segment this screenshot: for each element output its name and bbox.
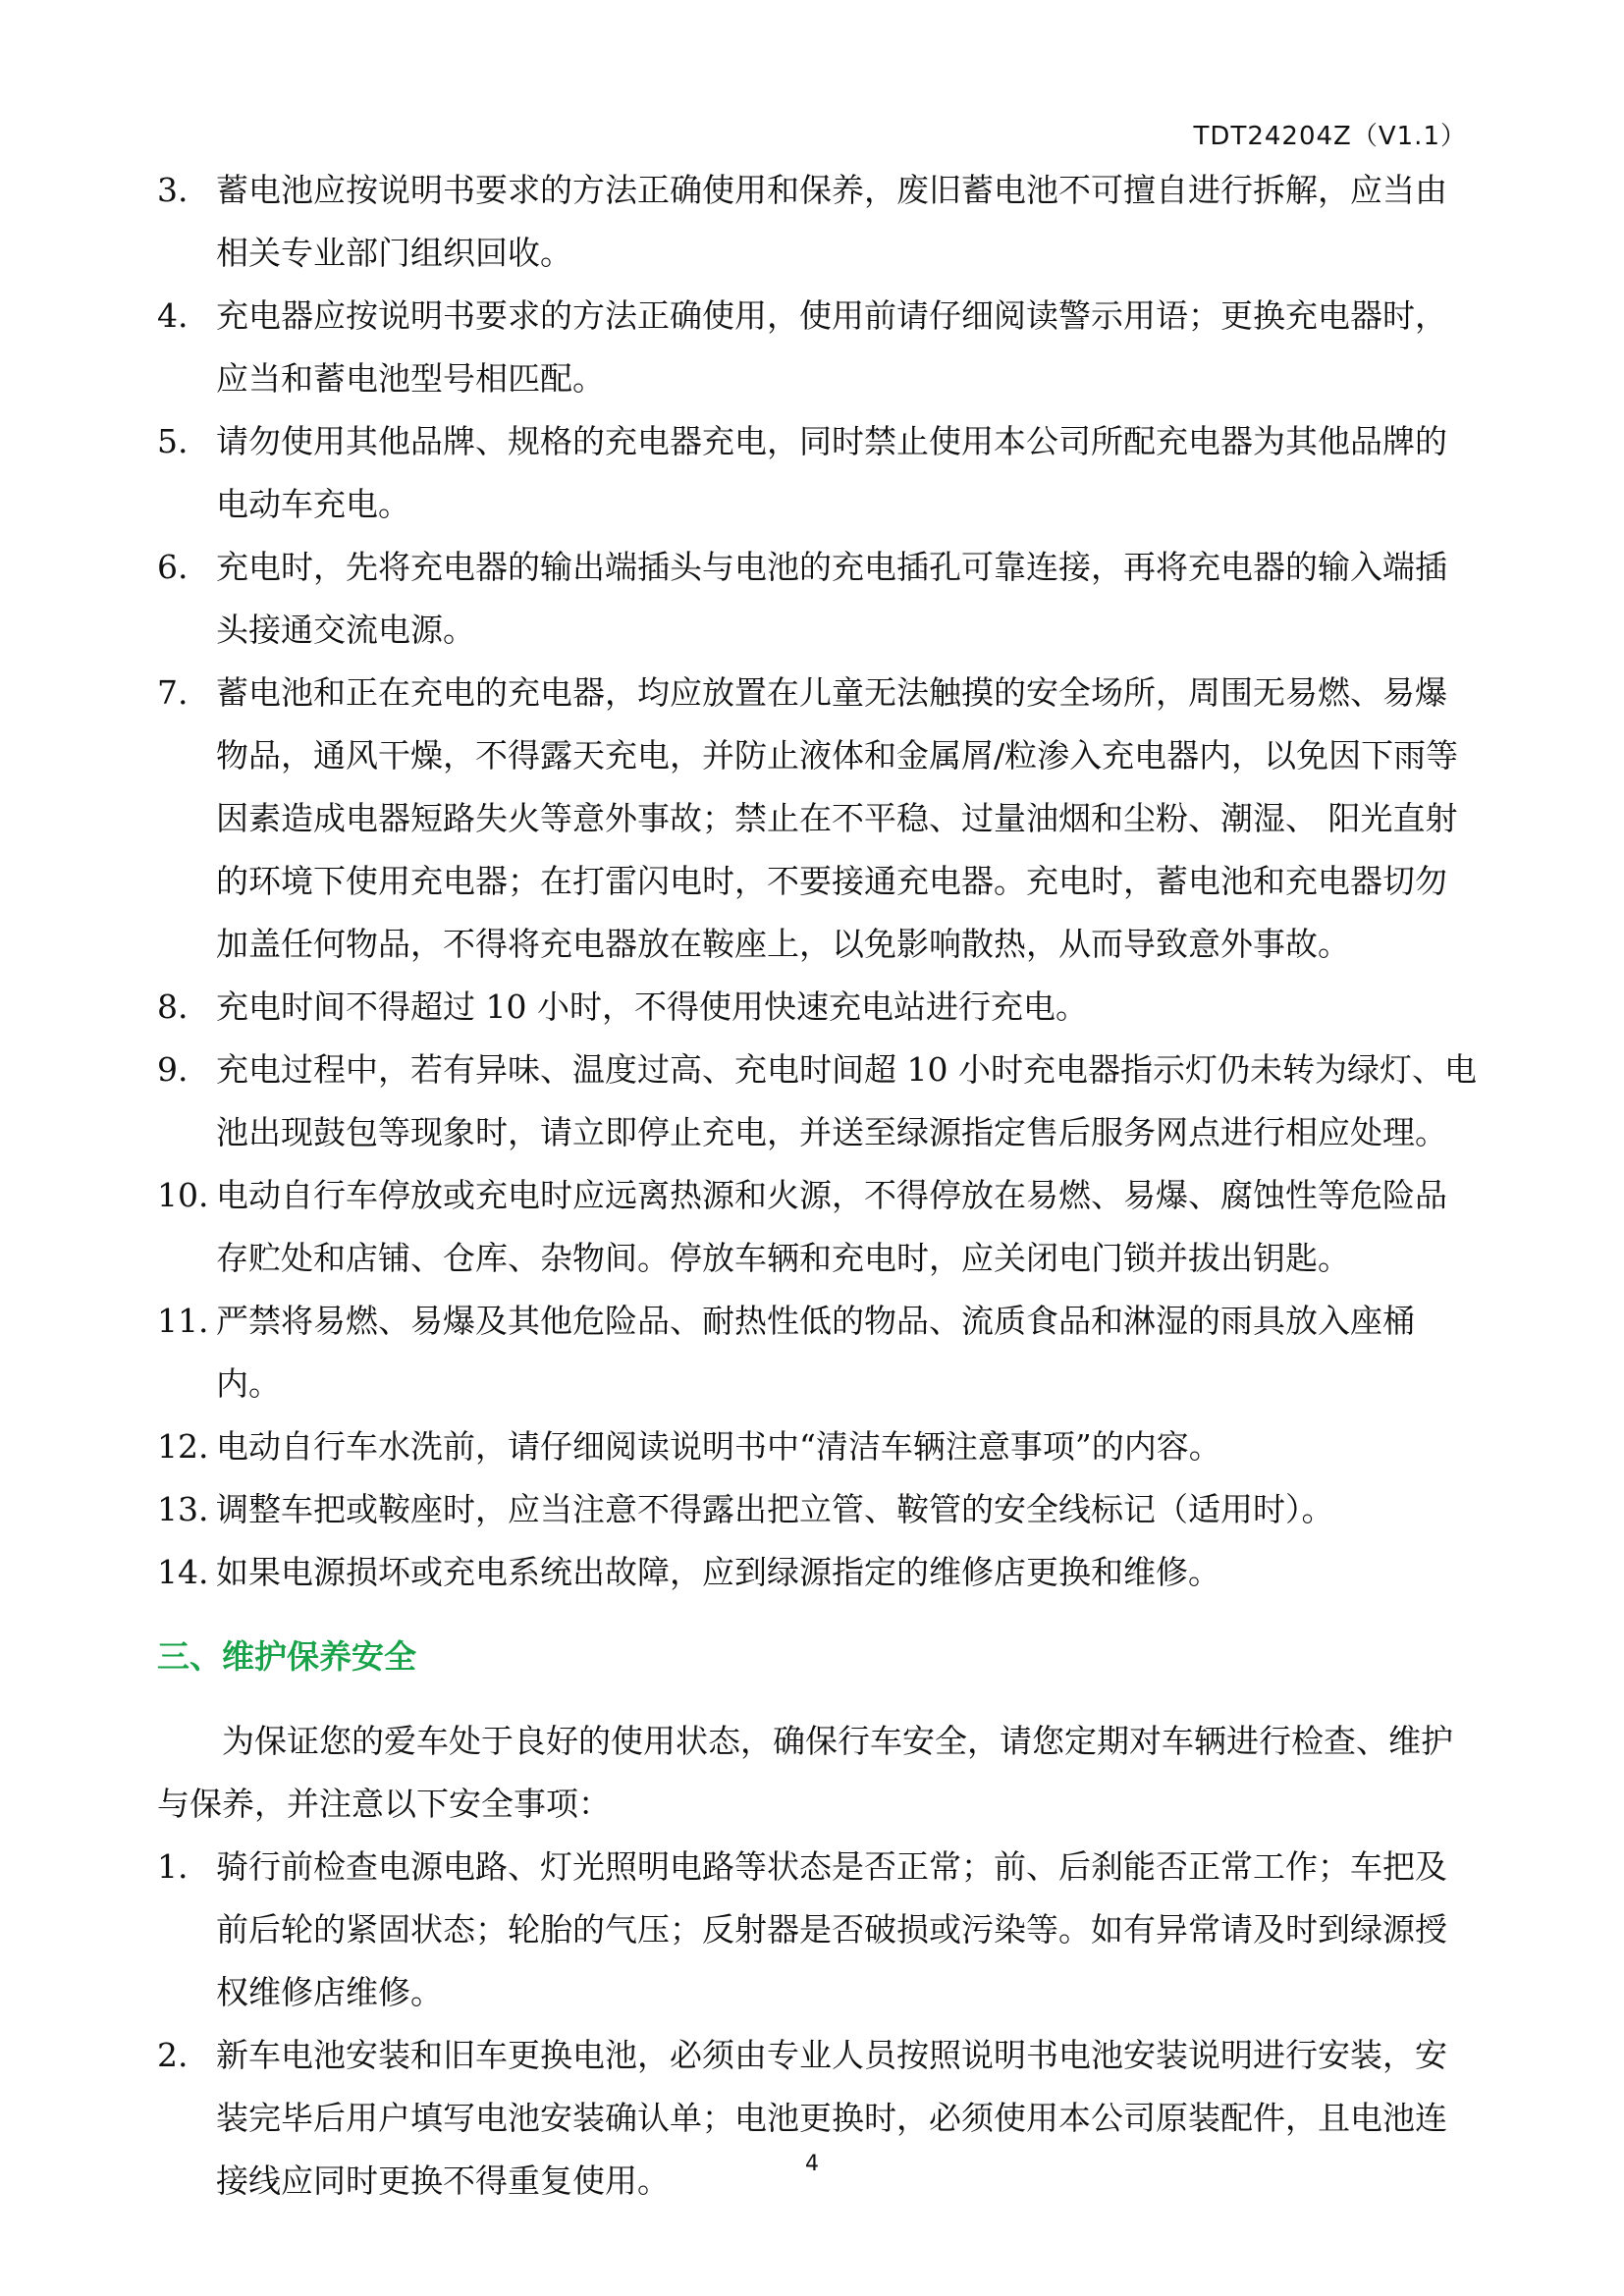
list-item	[157, 285, 1478, 410]
list-item	[157, 159, 1478, 285]
list-item-text: 充电器应按说明书要求的方法正确使用，使用前请仔细阅读警示用语；更换充电器时，应当和蓄电池型号相匹配。	[216, 296, 1447, 398]
list-item	[157, 1039, 1478, 1164]
list-item-number: 3.	[157, 171, 189, 209]
page-body	[157, 159, 1478, 2213]
list-item-number: 13.	[157, 1490, 209, 1528]
list-item-number: 8.	[157, 988, 189, 1026]
intro-paragraph: 为保证您的爱车处于良好的使用状态，确保行车安全，请您定期对车辆进行检查、维护与保养，并注意以下安全事项：	[157, 1722, 1453, 1823]
list-item-number: 2.	[157, 2036, 189, 2074]
list-item-text: 如果电源损坏或充电系统出故障，应到绿源指定的维修店更换和维修。	[216, 1553, 1220, 1591]
list-item	[157, 1290, 1478, 1415]
list-item	[157, 1836, 1478, 2024]
list-item-number: 6.	[157, 548, 189, 586]
list-item-text: 蓄电池和正在充电的充电器，均应放置在儿童无法触摸的安全场所，周围无易燃、易爆物品，通风干燥，不得露天充电，并防止液体和金属屑/粒渗入充电器内，以免因下雨等因素造成电器短路失火等意外事故；禁止在不平稳、过量油烟和尘粉、潮湿、 阳光直射的环境下使用充电器；在打雷闪电时，不要接通充电器。充电时，蓄电池和充电器切勿加盖任何物品，不得将充电器放在鞍座上，以免影响散热，从而导致意外事故。	[216, 673, 1459, 963]
list-item-number: 12.	[157, 1427, 209, 1466]
list-item-number: 7.	[157, 673, 189, 712]
list-item-text: 调整车把或鞍座时，应当注意不得露出把立管、鞍管的安全线标记（适用时）。	[216, 1490, 1334, 1528]
list-item-number: 14.	[157, 1553, 209, 1591]
list-item-text: 蓄电池应按说明书要求的方法正确使用和保养，废旧蓄电池不可擅自进行拆解，应当由相关专业部门组织回收。	[216, 171, 1447, 272]
list-item	[157, 1478, 1478, 1541]
list-item	[157, 410, 1478, 536]
section-heading: 三、维护保养安全	[157, 1637, 416, 1676]
list-item-number: 4.	[157, 296, 189, 335]
list-item	[157, 1415, 1478, 1478]
list-item	[157, 976, 1478, 1039]
page-number: 4	[805, 2152, 819, 2176]
list-item	[157, 536, 1478, 662]
list-item-text: 严禁将易燃、易爆及其他危险品、耐热性低的物品、流质食品和淋湿的雨具放入座桶内。	[216, 1302, 1415, 1403]
list-item-text: 充电过程中，若有异味、温度过高、充电时间超 10 小时充电器指示灯仍未转为绿灯、电池出现鼓包等现象时，请立即停止充电，并送至绿源指定售后服务网点进行相应处理。	[216, 1050, 1477, 1151]
document-code: TDT24204Z（V1.1）	[1193, 122, 1467, 151]
list-item-text: 电动自行车水洗前，请仔细阅读说明书中“清洁车辆注意事项”的内容。	[216, 1427, 1221, 1466]
list-item-number: 10.	[157, 1176, 209, 1214]
list-item	[157, 662, 1478, 976]
list-item-text: 新车电池安装和旧车更换电池，必须由专业人员按照说明书电池安装说明进行安装，安装完毕后用户填写电池安装确认单；电池更换时，必须使用本公司原装配件，且电池连接线应同时更换不得重复使用。	[216, 2036, 1447, 2200]
list-item-text: 请勿使用其他品牌、规格的充电器充电，同时禁止使用本公司所配充电器为其他品牌的电动车充电。	[216, 422, 1447, 523]
list-item-text: 骑行前检查电源电路、灯光照明电路等状态是否正常；前、后刹能否正常工作；车把及前后轮的紧固状态；轮胎的气压；反射器是否破损或污染等。如有异常请及时到绿源授权维修店维修。	[216, 1847, 1447, 2011]
list-item-text: 电动自行车停放或充电时应远离热源和火源，不得停放在易燃、易爆、腐蚀性等危险品存贮处和店铺、仓库、杂物间。停放车辆和充电时，应关闭电门锁并拔出钥匙。	[216, 1176, 1447, 1277]
list-item	[157, 2024, 1478, 2213]
list-item-text: 充电时间不得超过 10 小时，不得使用快速充电站进行充电。	[216, 988, 1088, 1026]
list-item-number: 11.	[157, 1302, 209, 1340]
list-item	[157, 1164, 1478, 1290]
list-item	[157, 1541, 1478, 1604]
list-item-number: 5.	[157, 422, 189, 460]
list-item-number: 1.	[157, 1847, 189, 1886]
list-item-number: 9.	[157, 1050, 189, 1089]
list-item-text: 充电时，先将充电器的输出端插头与电池的充电插孔可靠连接，再将充电器的输入端插头接通交流电源。	[216, 548, 1447, 649]
